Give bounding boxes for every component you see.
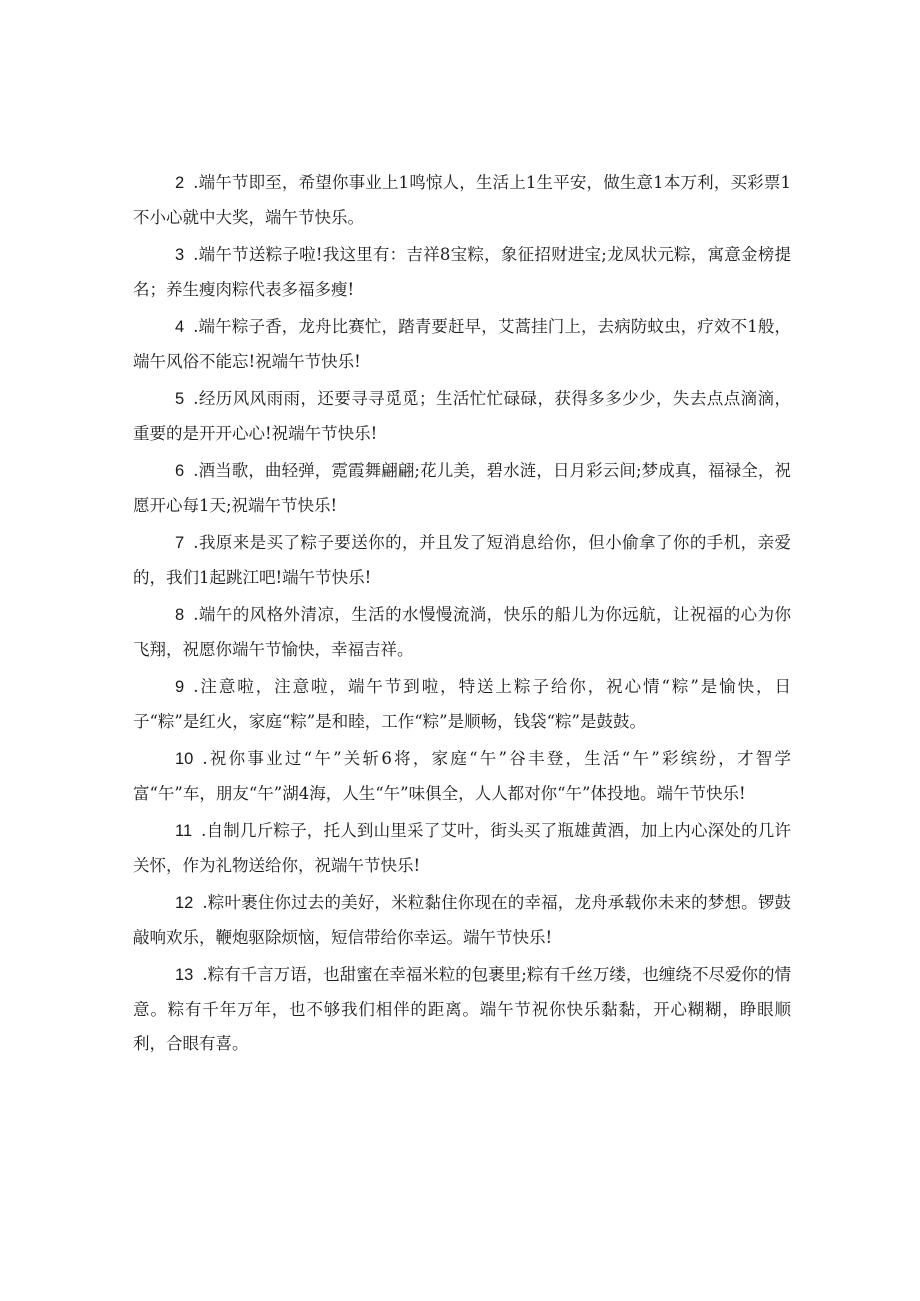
- list-item: [133, 166, 791, 235]
- list-item: [133, 814, 791, 883]
- item-text: .端午节即至，希望你事业上1鸣惊人，生活上1生平安，做生意1本万利，买彩票1不小心就中大奖，端午节快乐。: [133, 173, 791, 227]
- item-number: 10: [175, 750, 194, 768]
- item-text: .酒当歌，曲轻弹，霓霞舞翩翩;花儿美，碧水涟，日月彩云间;梦成真，福禄全，祝愿开心每1天;祝端午节快乐!: [133, 461, 791, 515]
- item-text: .端午粽子香，龙舟比赛忙，踏青要赶早，艾蒿挂门上，去病防蚊虫，疗效不1般，端午风俗不能忘!祝端午节快乐!: [133, 317, 791, 371]
- item-text: .我原来是买了粽子要送你的，并且发了短消息给你，但小偷拿了你的手机，亲爱的，我们1起跳江吧!端午节快乐!: [133, 533, 791, 587]
- item-text: .自制几斤粽子，托人到山里采了艾叶，街头买了瓶雄黄酒，加上内心深处的几许关怀，作为礼物送给你，祝端午节快乐!: [133, 821, 791, 875]
- list-item: [133, 598, 791, 667]
- item-number: 7: [175, 534, 185, 552]
- list-item: [133, 238, 791, 307]
- item-text: .端午节送粽子啦!我这里有：吉祥8宝粽，象征招财进宝;龙凤状元粽，寓意金榜提名；养生瘦肉粽代表多福多瘦!: [133, 245, 791, 299]
- list-item: [133, 382, 791, 451]
- item-number: 6: [175, 462, 185, 480]
- item-text: .注意啦，注意啦，端午节到啦，特送上粽子给你，祝心情“粽”是愉快，日子“粽”是红火，家庭“粽”是和睦，工作“粽”是顺畅，钱袋“粽”是鼓鼓。: [133, 677, 791, 731]
- item-text: .祝你事业过“午”关斩6将，家庭“午”谷丰登，生活“午”彩缤纷，才智学富“午”车，朋友“午”湖4海，人生“午”味俱全，人人都对你“午”体投地。端午节快乐!: [133, 749, 791, 803]
- list-item: [133, 886, 791, 955]
- list-item: [133, 454, 791, 523]
- item-number: 8: [175, 606, 185, 624]
- list-item: [133, 310, 791, 379]
- item-number: 9: [175, 678, 185, 696]
- item-text: .端午的风格外清凉，生活的水慢慢流淌，快乐的船儿为你远航，让祝福的心为你飞翔，祝愿你端午节愉快，幸福吉祥。: [133, 605, 791, 659]
- item-number: 5: [175, 390, 185, 408]
- item-number: 2: [175, 174, 185, 192]
- item-number: 12: [175, 894, 194, 912]
- item-text: .经历风风雨雨，还要寻寻觅觅；生活忙忙碌碌，获得多多少少，失去点点滴滴，重要的是开开心心!祝端午节快乐!: [133, 389, 791, 443]
- item-number: 4: [175, 318, 185, 336]
- item-number: 11: [175, 822, 193, 840]
- item-number: 3: [175, 246, 185, 264]
- item-number: 13: [175, 966, 194, 984]
- list-item: [133, 958, 791, 1062]
- item-text: .粽叶裹住你过去的美好，米粒黏住你现在的幸福，龙舟承载你未来的梦想。锣鼓敲响欢乐，鞭炮驱除烦恼，短信带给你幸运。端午节快乐!: [133, 893, 791, 947]
- list-item: [133, 670, 791, 739]
- list-item: [133, 526, 791, 595]
- item-text: .粽有千言万语，也甜蜜在幸福米粒的包裹里;粽有千丝万缕，也缠绕不尽爱你的情意。粽有千年万年，也不够我们相伴的距离。端午节祝你快乐黏黏，开心糊糊，睁眼顺利，合眼有喜。: [133, 965, 791, 1053]
- list-item: [133, 742, 791, 811]
- document-body: [133, 166, 791, 1065]
